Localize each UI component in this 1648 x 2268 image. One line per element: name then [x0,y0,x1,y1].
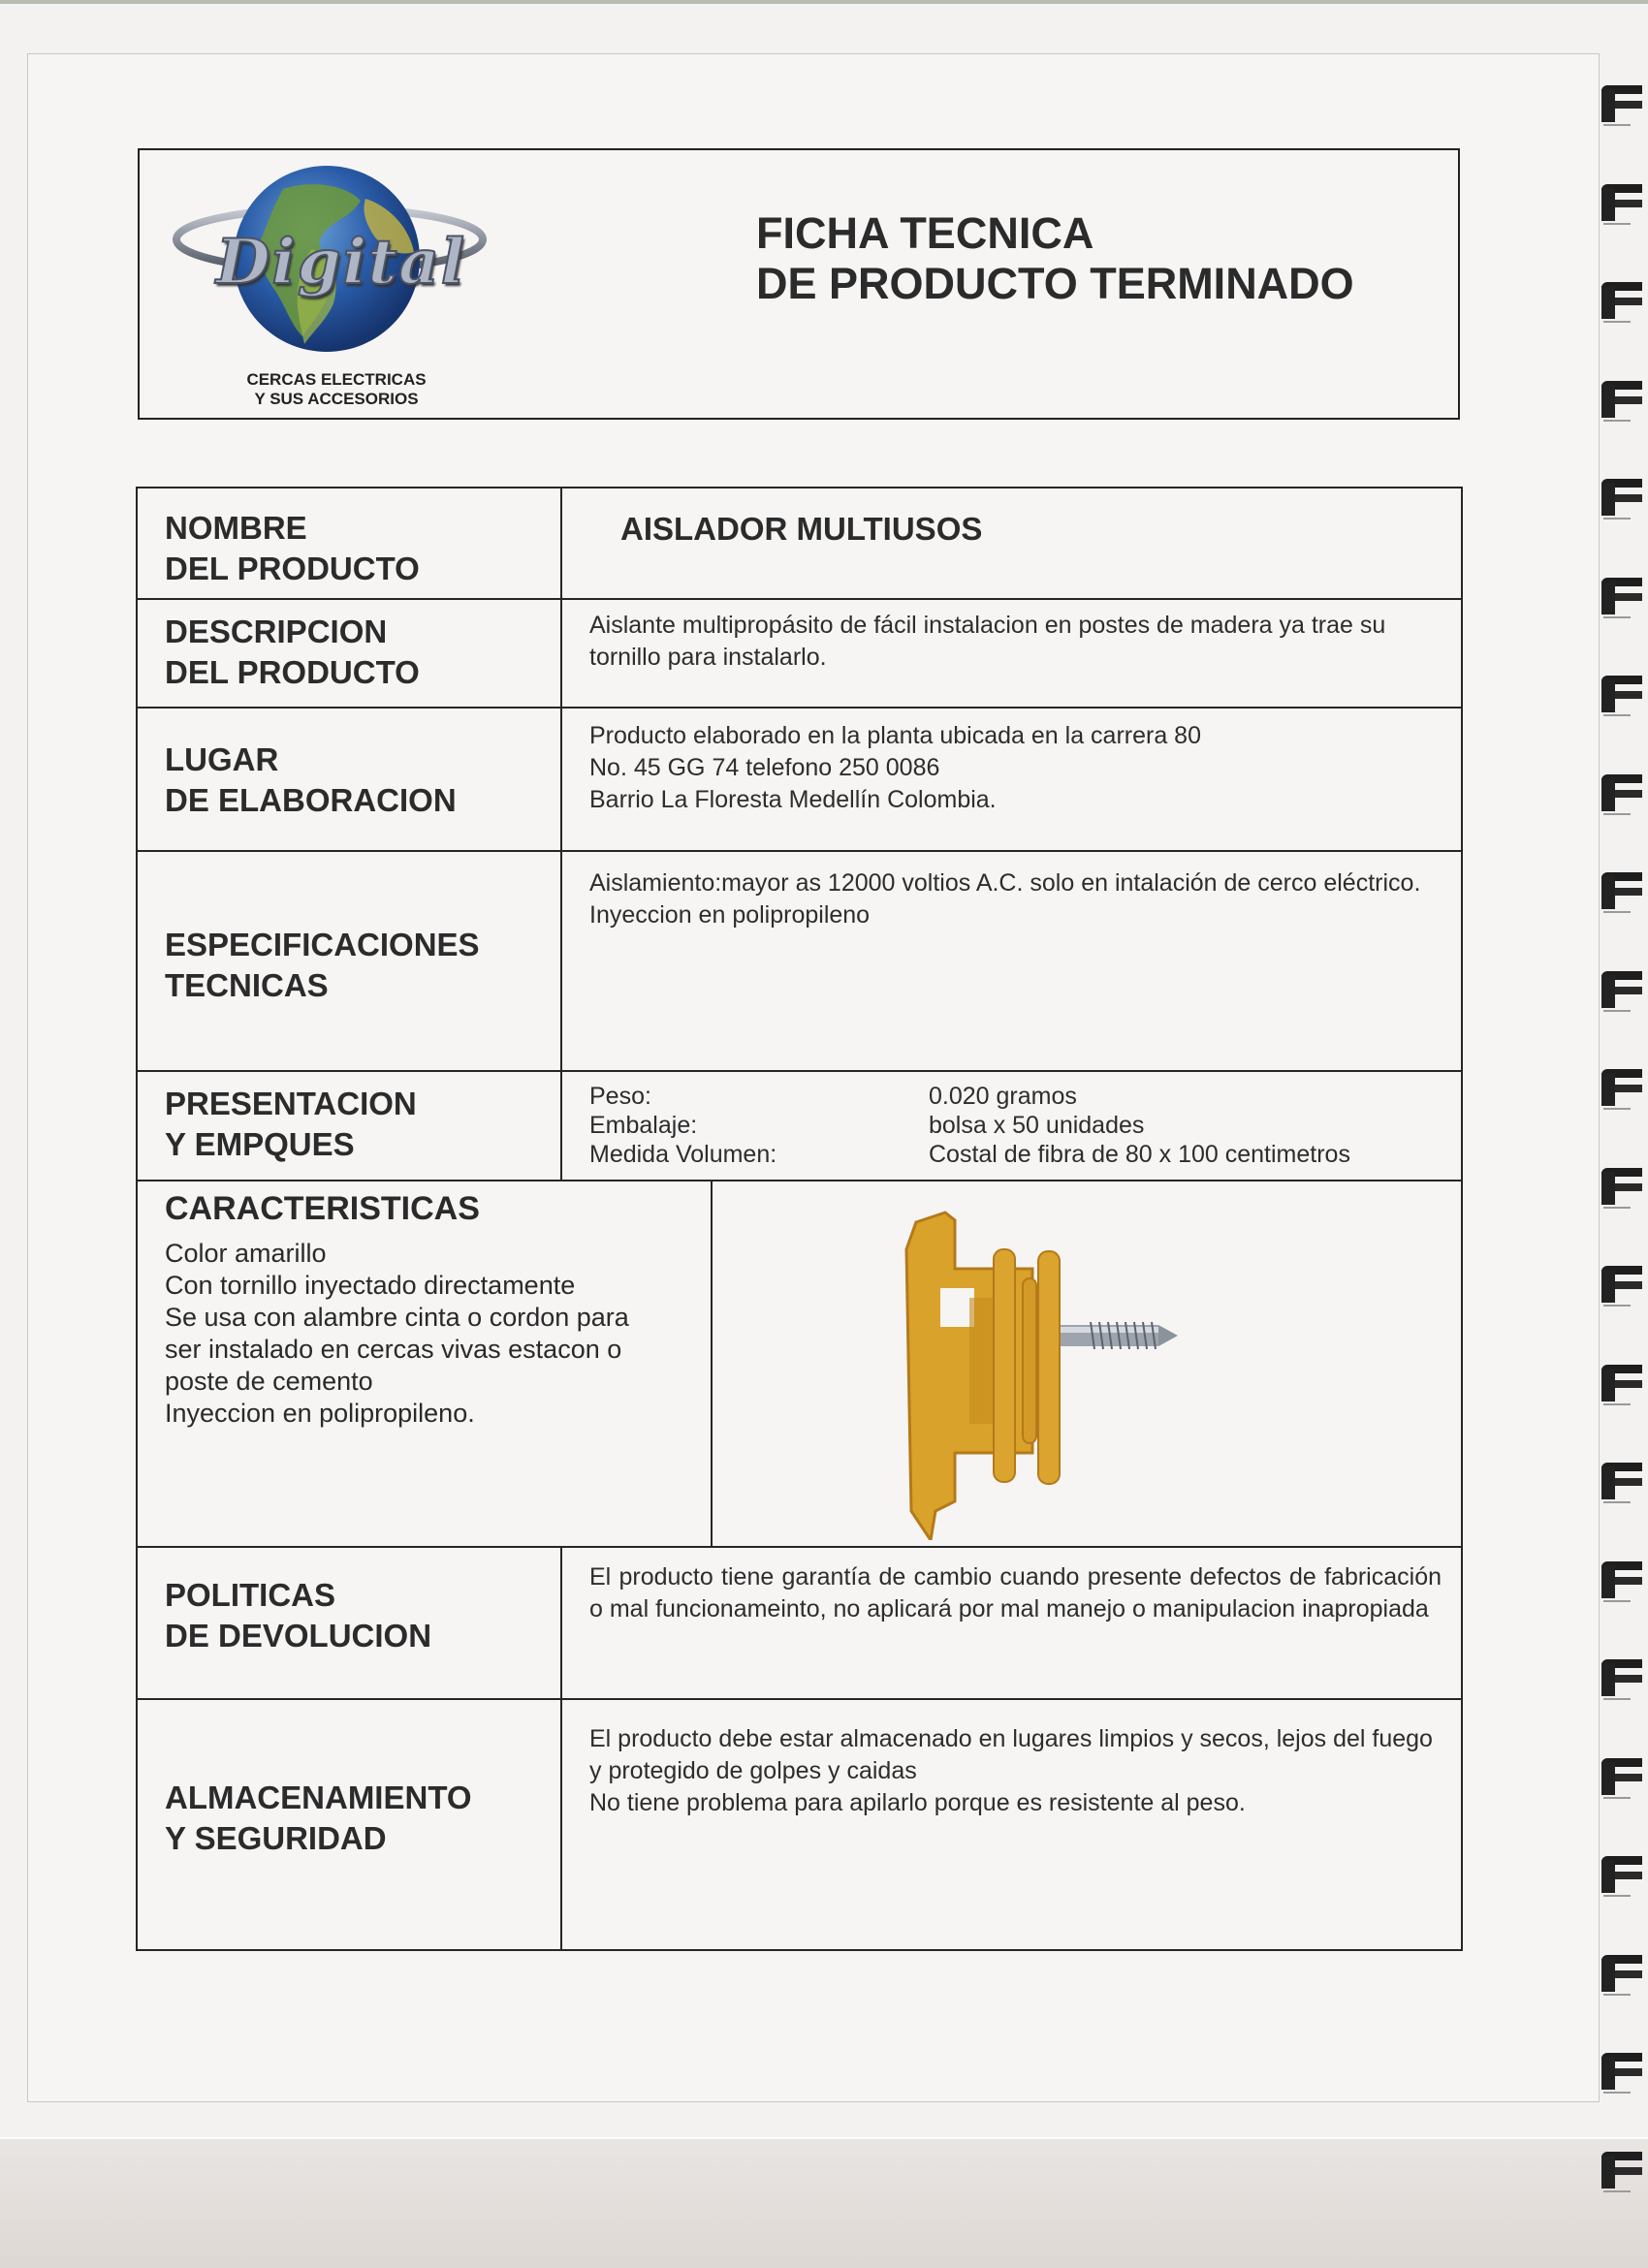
presentacion-list [589,1072,1442,1169]
lugar-line: No. 45 GG 74 telefono 250 0086 [589,754,940,781]
logo-tagline [206,370,467,409]
caracteristica-line: Con tornillo inyectado directamente [165,1271,576,1300]
row-caracteristicas [137,1181,1462,1547]
label-especificaciones-line1: ESPECIFICACIONES [165,927,480,962]
binding-ring-icon [1601,2053,1640,2095]
binding-ring-icon [1601,282,1640,325]
caracteristicas-cell [137,1181,712,1547]
value-almacenamiento-cell [561,1699,1462,1950]
caracteristica-line: Se usa con alambre cinta o cordon para [165,1303,629,1332]
almacenamiento-line: El producto debe estar almacenado en lugares limpios y secos, lejos del fuego y protegido de golpes y caidas [589,1725,1433,1784]
binding-ring-icon [1601,1758,1640,1801]
caracteristica-line: Color amarillo [165,1239,327,1268]
logo-brand-text: Digital [215,226,467,299]
presentacion-value: 0.020 gramos [929,1083,1077,1110]
label-almacenamiento [137,1699,561,1950]
label-especificaciones-line2: TECNICAS [165,967,329,1003]
document-title [756,208,1435,309]
binding-ring-icon [1601,774,1640,817]
binding-ring-icon [1601,479,1640,521]
politicas-text: El producto tiene garantía de cambio cuando presente defectos de fabricación o mal funcionameinto, no aplicará por mal manejo o manipulacion inapropiada [589,1563,1442,1622]
binding-ring-icon [1601,1463,1640,1505]
insulator-product-image [713,1181,1449,1540]
value-descripcion-cell [561,599,1462,708]
document-title-line2: DE PRODUCTO TERMINADO [756,259,1354,308]
label-descripcion-line1: DESCRIPCION [165,614,388,649]
value-lugar-cell [561,708,1462,851]
document-title-line1: FICHA TECNICA [756,208,1094,258]
caracteristica-line: Inyeccion en polipropileno. [165,1399,475,1428]
binding-ring-icon [1601,1659,1640,1702]
product-image-cell [712,1181,1462,1547]
binding-ring-icon [1601,1168,1640,1211]
row-politicas [137,1547,1462,1699]
lugar-line: Barrio La Floresta Medellín Colombia. [589,786,997,813]
spiral-binding [1601,0,1648,2132]
scan-top-edge [0,0,1648,4]
presentacion-key: Embalaje: [589,1112,698,1139]
binding-ring-icon [1601,971,1640,1014]
label-descripcion-line2: DEL PRODUCTO [165,654,420,690]
scan-bottom-edge [0,2137,1648,2268]
label-politicas-line2: DE DEVOLUCION [165,1618,432,1654]
label-especificaciones [137,851,561,1071]
insulator-body [906,1213,1060,1540]
label-politicas-line1: POLITICAS [165,1577,336,1613]
row-descripcion [137,599,1462,708]
label-nombre-line1: NOMBRE [165,510,307,546]
row-lugar [137,708,1462,851]
product-spec-table [136,487,1463,1951]
almacenamiento-line: No tiene problema para apilarlo porque es resistente al peso. [589,1789,1246,1816]
value-nombre-cell [561,488,1462,599]
row-especificaciones [137,851,1462,1071]
label-lugar-line2: DE ELABORACION [165,782,457,818]
label-nombre-line2: DEL PRODUCTO [165,551,420,586]
caracteristica-line: ser instalado en cercas vivas estacon o [165,1335,622,1364]
binding-ring-icon [1601,1365,1640,1407]
binding-ring-icon [1601,676,1640,718]
binding-ring-icon [1601,1069,1640,1112]
label-lugar [137,708,561,851]
label-descripcion [137,599,561,708]
binding-ring-icon [1601,1856,1640,1899]
caracteristicas-list [165,1238,711,1430]
logo-tagline-line1: CERCAS ELECTRICAS [246,370,427,389]
binding-ring-icon [1601,1561,1640,1604]
binding-ring-icon [1601,2152,1640,2194]
presentacion-key: Peso: [589,1083,651,1110]
value-especificaciones-cell [561,851,1462,1071]
row-nombre [137,488,1462,599]
label-almacenamiento-line1: ALMACENAMIENTO [165,1780,472,1815]
label-presentacion-line2: Y EMPQUES [165,1126,355,1162]
binding-ring-icon [1601,1955,1640,1998]
binding-ring-icon [1601,381,1640,424]
company-logo [167,160,496,412]
label-lugar-line1: LUGAR [165,741,279,777]
binding-ring-icon [1601,184,1640,227]
value-politicas-cell [561,1547,1462,1699]
label-almacenamiento-line2: Y SEGURIDAD [165,1820,387,1856]
logo-tagline-line2: Y SUS ACCESORIOS [254,390,419,408]
label-presentacion [137,1071,561,1181]
lugar-line: Producto elaborado en la planta ubicada en la carrera 80 [589,722,1201,749]
especificacion-line: Aislamiento:mayor as 12000 voltios A.C. solo en intalación de cerco eléctrico. [589,869,1421,897]
binding-ring-icon [1601,85,1640,128]
presentacion-value: Costal de fibra de 80 x 100 centimetros [929,1141,1350,1168]
product-description: Aislante multipropásito de fácil instalacion en postes de madera ya trae su tornillo para instalarlo. [589,612,1386,671]
label-presentacion-line1: PRESENTACION [165,1086,417,1121]
binding-ring-icon [1601,872,1640,915]
especificacion-line: Inyeccion en polipropileno [589,901,871,929]
label-politicas [137,1547,561,1699]
value-presentacion-cell [561,1071,1462,1181]
binding-ring-icon [1601,1266,1640,1308]
label-caracteristicas: CARACTERISTICAS [165,1190,480,1227]
row-presentacion [137,1071,1462,1181]
label-nombre [137,488,561,599]
header-box [138,148,1460,420]
presentacion-value: bolsa x 50 unidades [929,1112,1145,1139]
row-almacenamiento [137,1699,1462,1950]
caracteristica-line: poste de cemento [165,1367,373,1396]
product-name: AISLADOR MULTIUSOS [620,511,983,547]
presentacion-key: Medida Volumen: [589,1141,777,1168]
binding-ring-icon [1601,578,1640,620]
